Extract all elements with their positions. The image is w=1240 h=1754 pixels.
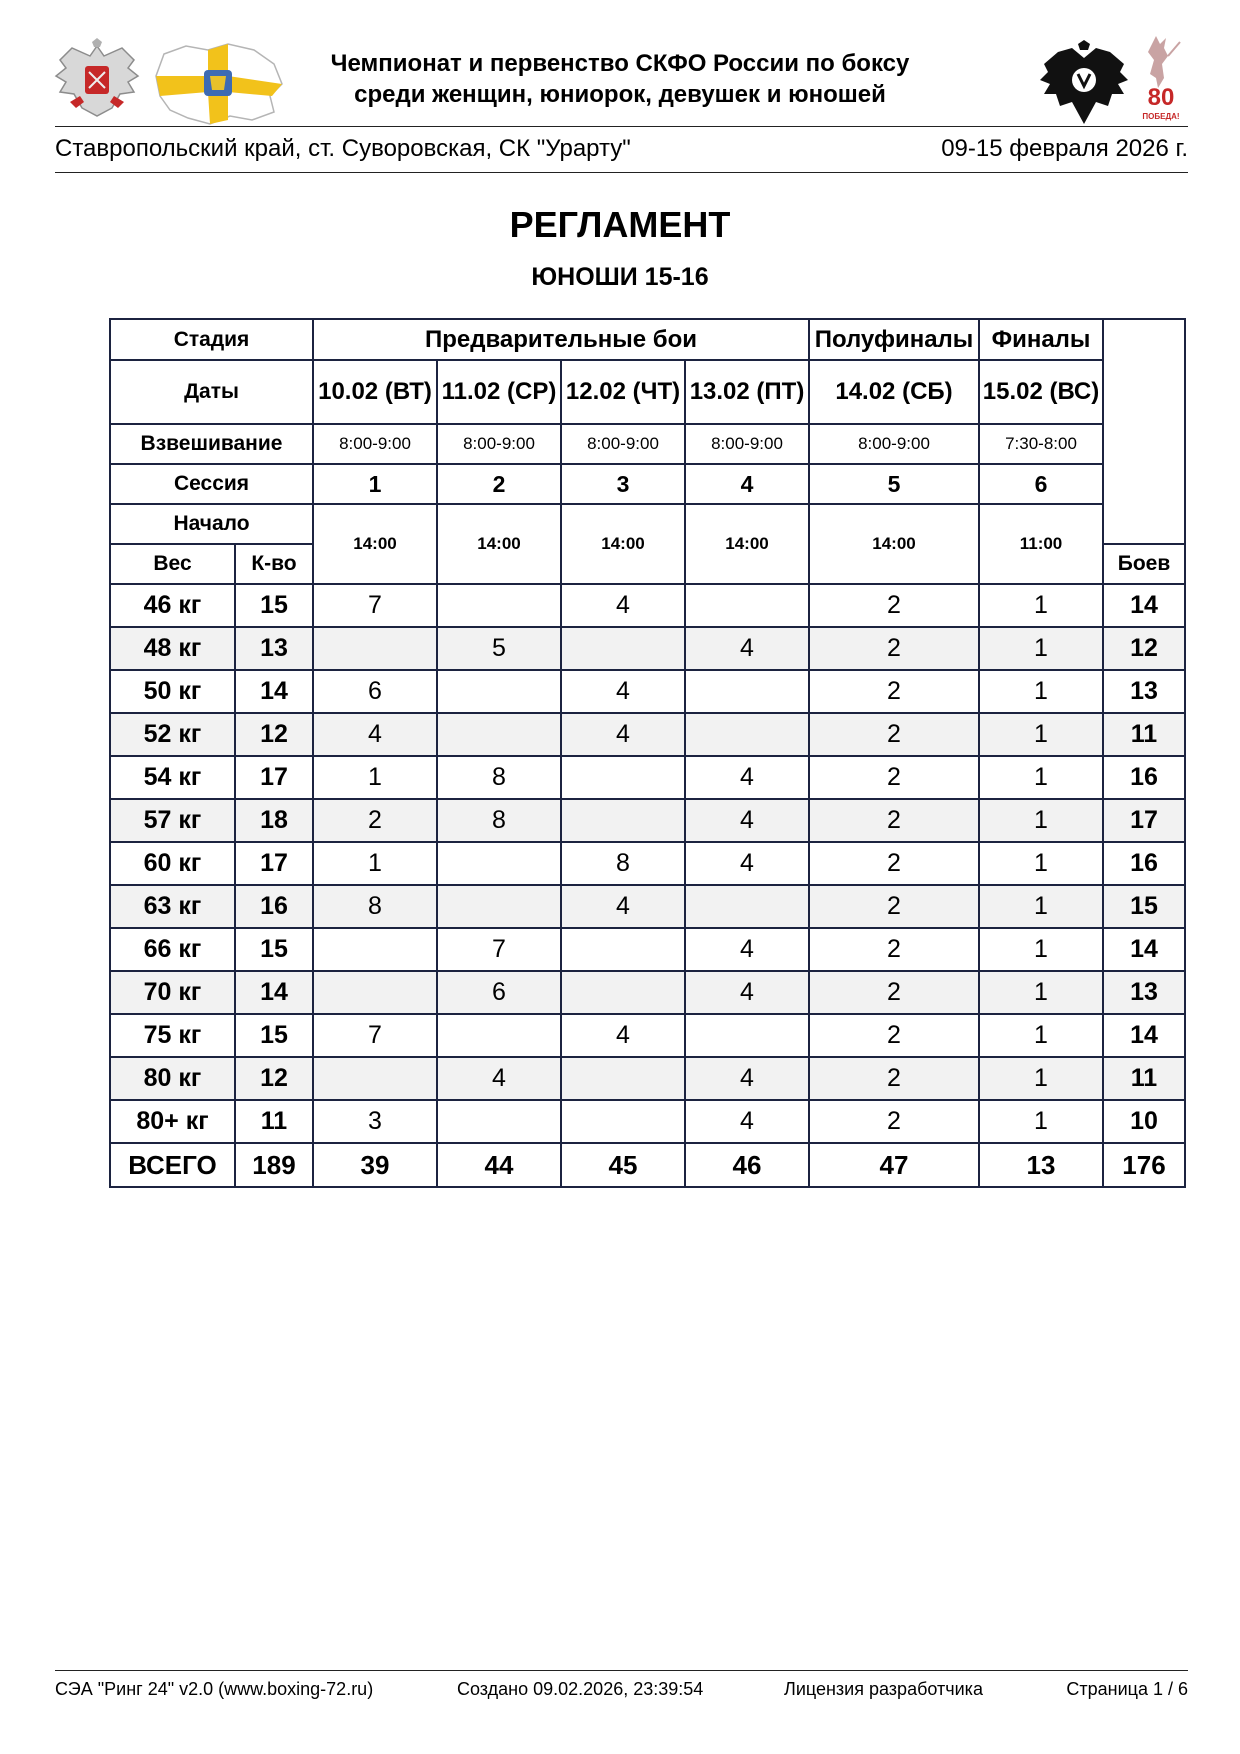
bouts-header-spacer	[1103, 319, 1185, 544]
participant-count-cell: 15	[235, 928, 313, 971]
totals-day-cell: 46	[685, 1143, 809, 1187]
bouts-per-day-cell: 2	[809, 670, 979, 713]
stage-finals: Финалы	[979, 319, 1103, 360]
bouts-per-day-cell: 4	[561, 713, 685, 756]
totals-day-cell: 13	[979, 1143, 1103, 1187]
bouts-per-day-cell: 4	[561, 885, 685, 928]
bouts-per-day-cell	[313, 971, 437, 1014]
start-time-cell: 11:00	[979, 504, 1103, 584]
weight-class-cell: 46 кг	[110, 584, 235, 627]
event-title-line-1: Чемпионат и первенство СКФО России по боксу	[330, 50, 910, 77]
bouts-per-day-cell: 4	[685, 756, 809, 799]
weight-class-row	[110, 799, 1185, 842]
bouts-per-day-cell: 2	[809, 842, 979, 885]
weight-class-row	[110, 885, 1185, 928]
weight-class-cell: 60 кг	[110, 842, 235, 885]
victory-80-caption: ПОБЕДА!	[1142, 112, 1180, 121]
weight-class-row	[110, 756, 1185, 799]
participant-count-cell: 16	[235, 885, 313, 928]
footer-page: Страница 1 / 6	[1066, 1679, 1188, 1699]
bouts-per-day-cell: 4	[561, 584, 685, 627]
bouts-total-cell: 14	[1103, 1014, 1185, 1057]
bouts-per-day-cell: 5	[437, 627, 561, 670]
stavropol-region-logo	[150, 40, 286, 126]
date-cell: 11.02 (СР)	[437, 360, 561, 424]
bouts-per-day-cell: 2	[809, 1100, 979, 1143]
bouts-per-day-cell: 2	[809, 799, 979, 842]
bouts-per-day-cell: 2	[809, 713, 979, 756]
participant-count-cell: 15	[235, 584, 313, 627]
session-row	[110, 464, 1185, 504]
victory-80-number: 80	[1147, 84, 1175, 111]
bouts-total-cell: 16	[1103, 756, 1185, 799]
bouts-per-day-cell: 4	[685, 1057, 809, 1100]
weigh-in-row	[110, 424, 1185, 464]
participant-count-cell: 17	[235, 842, 313, 885]
header-divider-bottom	[55, 172, 1188, 173]
bouts-per-day-cell: 1	[313, 756, 437, 799]
participant-count-cell: 14	[235, 670, 313, 713]
bouts-per-day-cell: 8	[437, 756, 561, 799]
bouts-per-day-cell: 4	[437, 1057, 561, 1100]
footer-license: Лицензия разработчика	[784, 1679, 983, 1699]
bouts-per-day-cell: 2	[809, 1014, 979, 1057]
weight-class-cell: 48 кг	[110, 627, 235, 670]
weigh-in-cell: 8:00-9:00	[685, 424, 809, 464]
session-label: Сессия	[110, 464, 313, 504]
bouts-per-day-cell	[561, 928, 685, 971]
bouts-per-day-cell: 1	[979, 584, 1103, 627]
bouts-total-cell: 16	[1103, 842, 1185, 885]
totals-count-cell: 189	[235, 1143, 313, 1187]
bouts-per-day-cell: 1	[979, 799, 1103, 842]
date-cell: 10.02 (ВТ)	[313, 360, 437, 424]
bouts-per-day-cell: 1	[979, 1014, 1103, 1057]
totals-day-cell: 45	[561, 1143, 685, 1187]
weight-class-row	[110, 1014, 1185, 1057]
bouts-total-cell: 13	[1103, 670, 1185, 713]
bouts-per-day-cell: 4	[685, 842, 809, 885]
weight-header: Вес	[110, 544, 235, 584]
totals-day-cell: 47	[809, 1143, 979, 1187]
bouts-per-day-cell: 7	[437, 928, 561, 971]
weight-class-row	[110, 713, 1185, 756]
bouts-per-day-cell: 2	[809, 584, 979, 627]
document-subtitle: ЮНОШИ 15-16	[531, 263, 709, 291]
weight-class-row	[110, 627, 1185, 670]
start-label: Начало	[110, 504, 313, 544]
participant-count-cell: 12	[235, 1057, 313, 1100]
bouts-total-cell: 12	[1103, 627, 1185, 670]
header-divider-top	[55, 126, 1188, 127]
bouts-per-day-cell: 8	[437, 799, 561, 842]
stage-row	[110, 319, 1185, 360]
bouts-per-day-cell: 3	[313, 1100, 437, 1143]
bouts-per-day-cell: 4	[685, 971, 809, 1014]
footer-created: Создано 09.02.2026, 23:39:54	[457, 1679, 704, 1699]
start-time-cell: 14:00	[561, 504, 685, 584]
event-location: Ставропольский край, ст. Суворовская, СК "Урарту"	[55, 135, 631, 162]
bouts-per-day-cell	[313, 1057, 437, 1100]
bouts-per-day-cell	[561, 756, 685, 799]
bouts-per-day-cell: 7	[313, 584, 437, 627]
totals-bouts-cell: 176	[1103, 1143, 1185, 1187]
bouts-per-day-cell	[685, 584, 809, 627]
totals-row	[110, 1143, 1185, 1187]
session-cell: 4	[685, 464, 809, 504]
bouts-per-day-cell	[437, 713, 561, 756]
bouts-per-day-cell: 4	[685, 799, 809, 842]
participant-count-cell: 12	[235, 713, 313, 756]
footer-divider	[55, 1670, 1188, 1671]
session-cell: 2	[437, 464, 561, 504]
bouts-per-day-cell: 4	[685, 1100, 809, 1143]
bouts-total-cell: 15	[1103, 885, 1185, 928]
bouts-per-day-cell	[437, 885, 561, 928]
session-cell: 1	[313, 464, 437, 504]
bouts-total-cell: 14	[1103, 928, 1185, 971]
start-time-cell: 14:00	[313, 504, 437, 584]
bouts-total-cell: 13	[1103, 971, 1185, 1014]
bouts-per-day-cell	[561, 971, 685, 1014]
bouts-total-cell: 17	[1103, 799, 1185, 842]
document-title: РЕГЛАМЕНТ	[509, 204, 731, 245]
bouts-per-day-cell	[685, 713, 809, 756]
bouts-per-day-cell: 4	[685, 627, 809, 670]
bouts-per-day-cell: 1	[979, 971, 1103, 1014]
bouts-per-day-cell: 8	[561, 842, 685, 885]
bouts-per-day-cell: 1	[979, 1100, 1103, 1143]
event-title-line-2: среди женщин, юниорок, девушек и юношей	[354, 81, 886, 108]
bouts-per-day-cell: 2	[809, 756, 979, 799]
bouts-per-day-cell: 2	[313, 799, 437, 842]
weight-class-cell: 70 кг	[110, 971, 235, 1014]
totals-day-cell: 44	[437, 1143, 561, 1187]
bouts-per-day-cell: 2	[809, 885, 979, 928]
bouts-per-day-cell: 2	[809, 1057, 979, 1100]
bouts-header: Боев	[1103, 544, 1185, 584]
weight-class-cell: 75 кг	[110, 1014, 235, 1057]
weigh-in-cell: 7:30-8:00	[979, 424, 1103, 464]
date-cell: 14.02 (СБ)	[809, 360, 979, 424]
stage-label: Стадия	[110, 319, 313, 360]
start-time-cell: 14:00	[685, 504, 809, 584]
bouts-per-day-cell: 1	[979, 928, 1103, 971]
weigh-in-cell: 8:00-9:00	[437, 424, 561, 464]
weight-class-cell: 52 кг	[110, 713, 235, 756]
weight-class-cell: 80+ кг	[110, 1100, 235, 1143]
bouts-per-day-cell	[437, 1100, 561, 1143]
weight-class-cell: 66 кг	[110, 928, 235, 971]
start-time-cell: 14:00	[809, 504, 979, 584]
bouts-per-day-cell: 8	[313, 885, 437, 928]
bouts-per-day-cell: 4	[685, 928, 809, 971]
weight-class-cell: 54 кг	[110, 756, 235, 799]
bouts-total-cell: 10	[1103, 1100, 1185, 1143]
weight-class-cell: 50 кг	[110, 670, 235, 713]
weight-class-row	[110, 584, 1185, 627]
bouts-per-day-cell: 4	[561, 1014, 685, 1057]
weight-class-row	[110, 670, 1185, 713]
participant-count-cell: 17	[235, 756, 313, 799]
dates-label: Даты	[110, 360, 313, 424]
totals-label: ВСЕГО	[110, 1143, 235, 1187]
weight-class-row	[110, 1057, 1185, 1100]
date-cell: 15.02 (ВС)	[979, 360, 1103, 424]
weight-class-row	[110, 1100, 1185, 1143]
bouts-per-day-cell: 1	[979, 1057, 1103, 1100]
weight-class-row	[110, 842, 1185, 885]
bouts-per-day-cell: 2	[809, 928, 979, 971]
ministry-emblem-logo	[52, 38, 142, 124]
participant-count-cell: 18	[235, 799, 313, 842]
session-cell: 6	[979, 464, 1103, 504]
bouts-total-cell: 14	[1103, 584, 1185, 627]
bouts-total-cell: 11	[1103, 1057, 1185, 1100]
weight-class-row	[110, 928, 1185, 971]
bouts-per-day-cell	[561, 1100, 685, 1143]
bouts-per-day-cell	[437, 1014, 561, 1057]
start-time-cell: 14:00	[437, 504, 561, 584]
bouts-per-day-cell: 6	[437, 971, 561, 1014]
schedule-table	[109, 318, 1186, 1188]
event-dates: 09-15 февраля 2026 г.	[941, 135, 1188, 162]
count-header: К-во	[235, 544, 313, 584]
stage-semifinals: Полуфиналы	[809, 319, 979, 360]
bouts-per-day-cell	[437, 584, 561, 627]
bouts-per-day-cell	[313, 928, 437, 971]
stage-preliminary: Предварительные бои	[313, 319, 809, 360]
bouts-per-day-cell: 1	[979, 670, 1103, 713]
participant-count-cell: 11	[235, 1100, 313, 1143]
date-cell: 12.02 (ЧТ)	[561, 360, 685, 424]
bouts-per-day-cell: 2	[809, 627, 979, 670]
weight-class-cell: 80 кг	[110, 1057, 235, 1100]
bouts-per-day-cell	[685, 1014, 809, 1057]
boxing-federation-logo	[1038, 40, 1130, 126]
bouts-per-day-cell	[561, 799, 685, 842]
bouts-per-day-cell: 1	[979, 627, 1103, 670]
bouts-per-day-cell	[685, 670, 809, 713]
bouts-per-day-cell: 1	[979, 885, 1103, 928]
session-cell: 3	[561, 464, 685, 504]
totals-day-cell: 39	[313, 1143, 437, 1187]
weigh-in-label: Взвешивание	[110, 424, 313, 464]
bouts-per-day-cell: 7	[313, 1014, 437, 1057]
participant-count-cell: 13	[235, 627, 313, 670]
victory-80-logo	[1138, 34, 1184, 126]
bouts-per-day-cell	[561, 627, 685, 670]
bouts-per-day-cell	[437, 842, 561, 885]
start-row	[110, 504, 1185, 544]
bouts-per-day-cell	[685, 885, 809, 928]
participant-count-cell: 14	[235, 971, 313, 1014]
bouts-per-day-cell: 6	[313, 670, 437, 713]
bouts-per-day-cell: 4	[561, 670, 685, 713]
date-cell: 13.02 (ПТ)	[685, 360, 809, 424]
bouts-total-cell: 11	[1103, 713, 1185, 756]
bouts-per-day-cell	[437, 670, 561, 713]
weigh-in-cell: 8:00-9:00	[313, 424, 437, 464]
footer-software: СЭА "Ринг 24" v2.0 (www.boxing-72.ru)	[55, 1679, 374, 1699]
bouts-per-day-cell: 2	[809, 971, 979, 1014]
bouts-per-day-cell: 1	[313, 842, 437, 885]
weigh-in-cell: 8:00-9:00	[561, 424, 685, 464]
bouts-per-day-cell: 1	[979, 842, 1103, 885]
weigh-in-cell: 8:00-9:00	[809, 424, 979, 464]
bouts-per-day-cell: 1	[979, 713, 1103, 756]
bouts-per-day-cell: 4	[313, 713, 437, 756]
participant-count-cell: 15	[235, 1014, 313, 1057]
bouts-per-day-cell	[313, 627, 437, 670]
weight-class-cell: 63 кг	[110, 885, 235, 928]
dates-row	[110, 360, 1185, 424]
bouts-per-day-cell	[561, 1057, 685, 1100]
bouts-per-day-cell: 1	[979, 756, 1103, 799]
session-cell: 5	[809, 464, 979, 504]
weight-class-row	[110, 971, 1185, 1014]
event-title	[300, 48, 940, 110]
weight-class-cell: 57 кг	[110, 799, 235, 842]
